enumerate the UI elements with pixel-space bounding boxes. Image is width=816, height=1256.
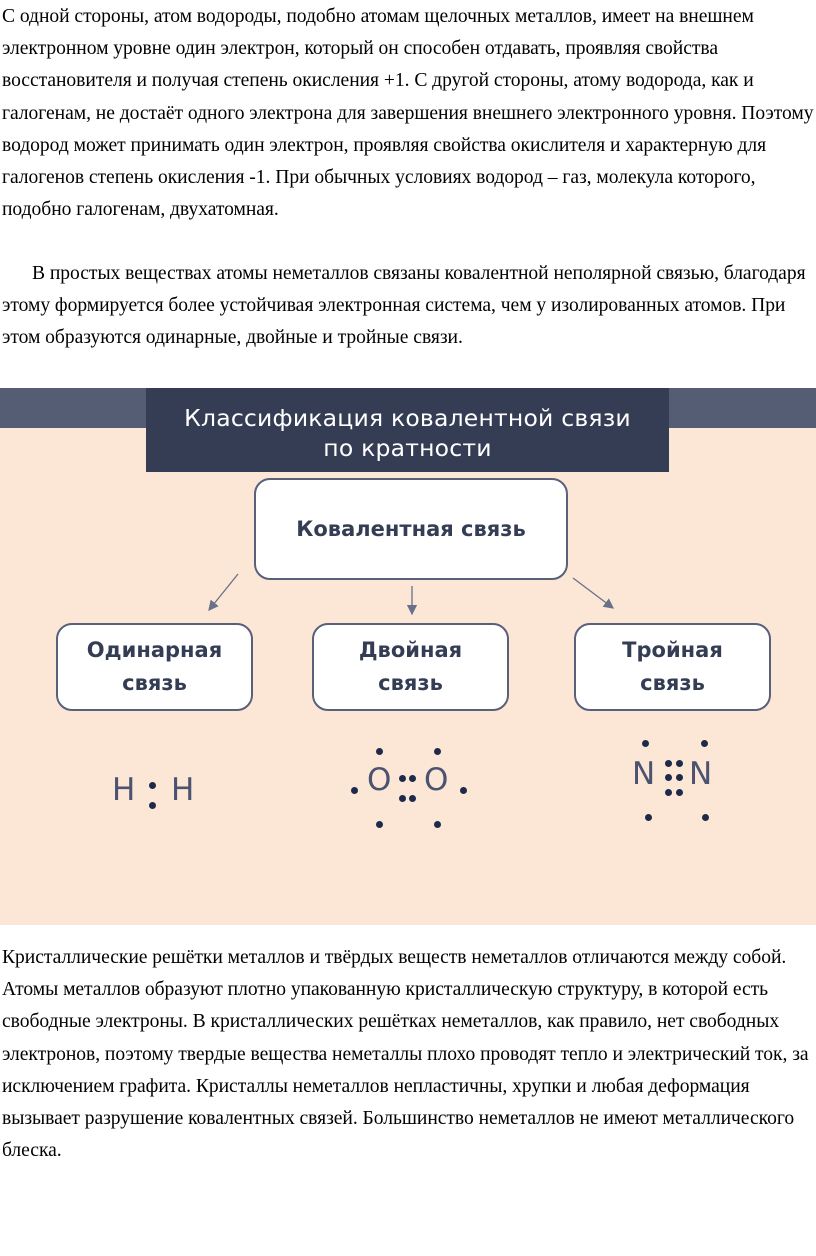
triple-bond-label-1: Тройная bbox=[622, 638, 723, 662]
arrow-to-triple bbox=[573, 578, 613, 608]
double-bond-label-1: Двойная bbox=[358, 638, 463, 662]
box-covalent-bond: Ковалентная связь bbox=[254, 478, 568, 580]
electron-dot bbox=[434, 821, 441, 828]
atom-n-right: N bbox=[689, 756, 713, 792]
electron-dot bbox=[676, 760, 683, 767]
electron-dot bbox=[701, 740, 708, 747]
atom-o-right: O bbox=[424, 762, 449, 798]
arrow-to-single bbox=[209, 574, 238, 610]
figure-title-line-2: по кратности bbox=[323, 434, 492, 462]
single-bond-label-2: связь bbox=[122, 671, 187, 695]
electron-dot bbox=[149, 802, 156, 809]
electron-dot bbox=[460, 787, 467, 794]
atom-n-left: N bbox=[632, 756, 656, 792]
figure-title-line-1: Классификация ковалентной связи bbox=[184, 404, 631, 432]
electron-dot bbox=[702, 814, 709, 821]
electron-dot bbox=[399, 795, 406, 802]
paragraph-simple-substances: В простых веществах атомы неметаллов связаны ковалентной неполярной связью, благодаря этому формируется более устойчивая электронная система, чем у изолированных атомов. При этом образуются одинарные, двойные и тройные связи. bbox=[2, 263, 806, 349]
box-double-bond bbox=[312, 623, 509, 711]
electron-dot bbox=[376, 821, 383, 828]
electron-dot bbox=[409, 795, 416, 802]
atom-h-left: H bbox=[112, 772, 136, 808]
box-single-bond bbox=[56, 623, 253, 711]
electron-dot bbox=[665, 760, 672, 767]
double-bond-label-2: связь bbox=[378, 671, 443, 695]
electron-dot bbox=[376, 748, 383, 755]
electron-dot bbox=[434, 748, 441, 755]
atom-h-right: H bbox=[171, 772, 195, 808]
electron-dot bbox=[665, 774, 672, 781]
single-bond-label-1: Одинарная bbox=[86, 638, 223, 662]
electron-dot bbox=[149, 782, 156, 789]
covalent-bond-classification-figure bbox=[0, 388, 816, 925]
paragraph-hydrogen: С одной стороны, атом водороды, подобно атомам щелочных металлов, имеет на внешнем электронном уровне один электрон, который он способен отдавать, проявляя свойства восстановителя и получая степень окисления +1. С другой стороны, атому водорода, как и галогенам, не достаёт одного электрона для завершения внешнего электронного уровня. Поэтому водород может принимать один электрон, проявляя свойства окислителя и характерную для галогенов степень окисления -1. При обычных условиях водород – газ, молекула которого, подобно галогенам, двухатомная. bbox=[2, 6, 814, 221]
box-triple-bond bbox=[574, 623, 771, 711]
electron-dot bbox=[409, 775, 416, 782]
electron-dot bbox=[676, 789, 683, 796]
triple-bond-label-2: связь bbox=[640, 671, 705, 695]
electron-dot bbox=[665, 789, 672, 796]
paragraph-crystal-lattices: Кристаллические решётки металлов и твёрдых веществ неметаллов отличаются между собой. Атомы металлов образуют плотно упакованную кристаллическую структуру, в которой есть свободные электроны. В кристаллических решётках неметаллов, как правило, нет свободных электронов, поэтому твердые вещества неметаллы плохо проводят тепло и электрический ток, за исключением графита. Кристаллы неметаллов непластичны, хрупки и любая деформация вызывает разрушение ковалентных связей. Большинство неметаллов не имеют металлического блеска. bbox=[2, 947, 809, 1162]
electron-dot bbox=[399, 775, 406, 782]
atom-o-left: O bbox=[367, 762, 392, 798]
electron-dot bbox=[351, 787, 358, 794]
electron-dot bbox=[676, 774, 683, 781]
electron-dot bbox=[642, 740, 649, 747]
electron-dot bbox=[645, 814, 652, 821]
